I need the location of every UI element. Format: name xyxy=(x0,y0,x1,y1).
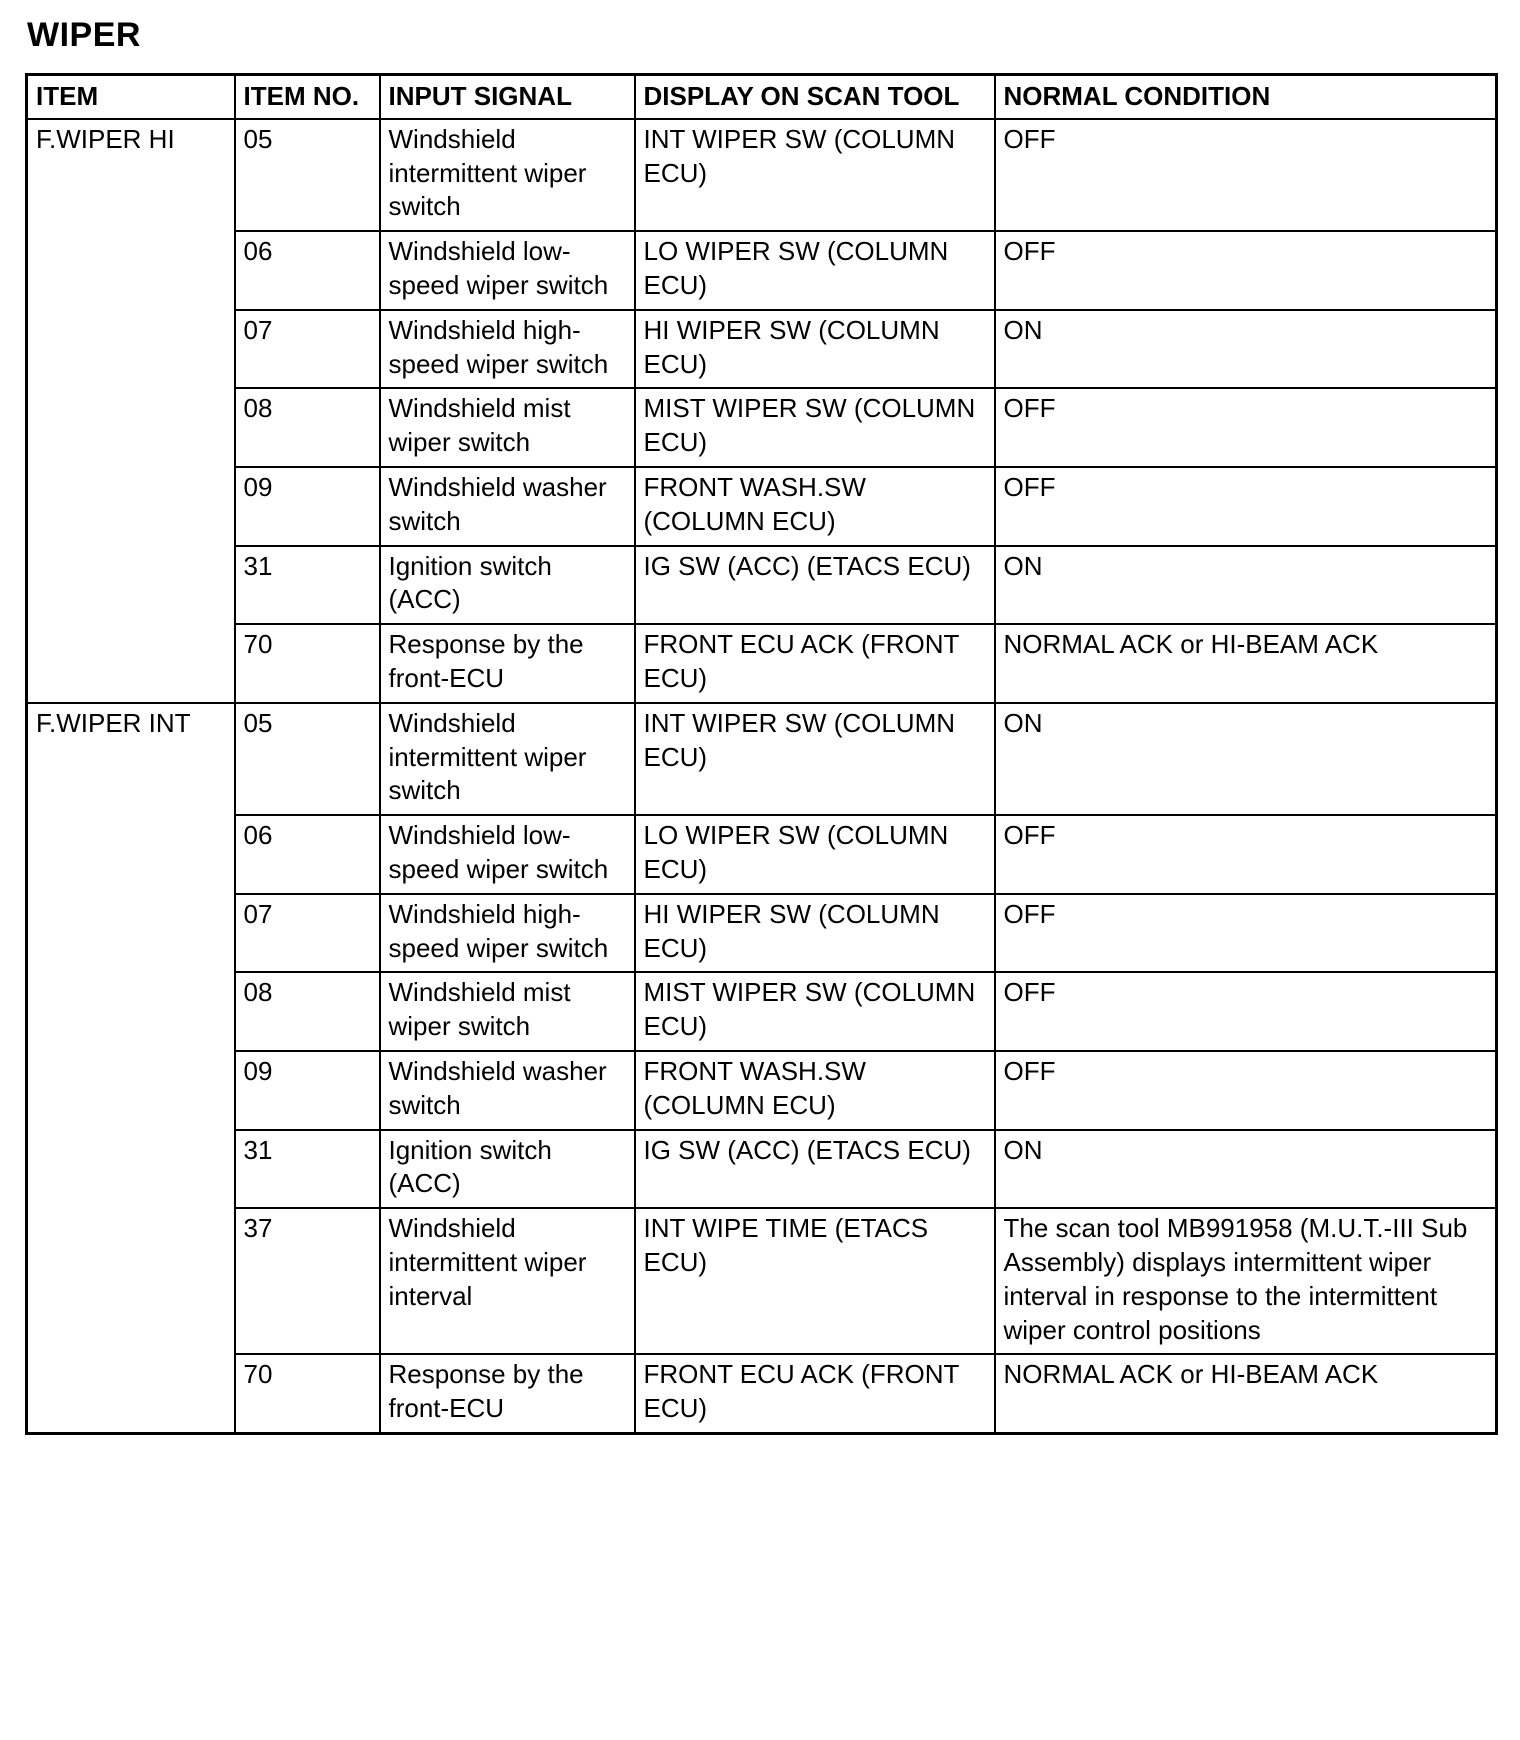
input-signal-cell: Windshield mist wiper switch xyxy=(380,972,635,1051)
input-signal-cell: Windshield high-speed wiper switch xyxy=(380,310,635,389)
table-row xyxy=(27,1354,1497,1433)
input-signal-cell: Windshield intermittent wiper switch xyxy=(380,119,635,231)
column-header-display: DISPLAY ON SCAN TOOL xyxy=(635,75,995,119)
item-no-cell: 06 xyxy=(235,231,380,310)
display-on-scan-tool-cell: INT WIPER SW (COLUMN ECU) xyxy=(635,703,995,815)
table-row xyxy=(27,972,1497,1051)
normal-condition-cell: ON xyxy=(995,546,1497,625)
display-on-scan-tool-cell: MIST WIPER SW (COLUMN ECU) xyxy=(635,972,995,1051)
input-signal-cell: Windshield low-speed wiper switch xyxy=(380,815,635,894)
input-signal-cell: Windshield intermittent wiper switch xyxy=(380,703,635,815)
item-no-cell: 08 xyxy=(235,388,380,467)
normal-condition-cell: NORMAL ACK or HI-BEAM ACK xyxy=(995,1354,1497,1433)
normal-condition-cell: OFF xyxy=(995,894,1497,973)
item-no-cell: 08 xyxy=(235,972,380,1051)
column-header-item-no: ITEM NO. xyxy=(235,75,380,119)
page-title: WIPER xyxy=(27,16,141,54)
table-row xyxy=(27,1130,1497,1209)
table-row xyxy=(27,894,1497,973)
normal-condition-cell: OFF xyxy=(995,972,1497,1051)
item-group-cell: F.WIPER HI xyxy=(27,119,235,703)
table-row xyxy=(27,310,1497,389)
item-no-cell: 09 xyxy=(235,467,380,546)
table-row xyxy=(27,815,1497,894)
input-signal-cell: Ignition switch (ACC) xyxy=(380,546,635,625)
wiper-signal-table xyxy=(25,73,1498,1435)
table-row xyxy=(27,388,1497,467)
display-on-scan-tool-cell: FRONT ECU ACK (FRONT ECU) xyxy=(635,1354,995,1433)
table-row xyxy=(27,231,1497,310)
display-on-scan-tool-cell: FRONT WASH.SW (COLUMN ECU) xyxy=(635,1051,995,1130)
normal-condition-cell: ON xyxy=(995,1130,1497,1209)
column-header-item: ITEM xyxy=(27,75,235,119)
display-on-scan-tool-cell: INT WIPE TIME (ETACS ECU) xyxy=(635,1208,995,1354)
item-no-cell: 70 xyxy=(235,624,380,703)
input-signal-cell: Windshield high-speed wiper switch xyxy=(380,894,635,973)
table-row xyxy=(27,119,1497,231)
display-on-scan-tool-cell: LO WIPER SW (COLUMN ECU) xyxy=(635,815,995,894)
normal-condition-cell: OFF xyxy=(995,231,1497,310)
display-on-scan-tool-cell: IG SW (ACC) (ETACS ECU) xyxy=(635,1130,995,1209)
normal-condition-cell: The scan tool MB991958 (M.U.T.-III Sub Assembly) displays intermittent wiper interval in response to the intermittent wiper control positions xyxy=(995,1208,1497,1354)
table-row xyxy=(27,624,1497,703)
normal-condition-cell: NORMAL ACK or HI-BEAM ACK xyxy=(995,624,1497,703)
input-signal-cell: Response by the front-ECU xyxy=(380,624,635,703)
item-no-cell: 37 xyxy=(235,1208,380,1354)
item-no-cell: 06 xyxy=(235,815,380,894)
display-on-scan-tool-cell: FRONT WASH.SW (COLUMN ECU) xyxy=(635,467,995,546)
input-signal-cell: Response by the front-ECU xyxy=(380,1354,635,1433)
input-signal-cell: Ignition switch (ACC) xyxy=(380,1130,635,1209)
normal-condition-cell: OFF xyxy=(995,388,1497,467)
table-row xyxy=(27,546,1497,625)
item-no-cell: 05 xyxy=(235,119,380,231)
table-row xyxy=(27,1208,1497,1354)
column-header-input-signal: INPUT SIGNAL xyxy=(380,75,635,119)
input-signal-cell: Windshield mist wiper switch xyxy=(380,388,635,467)
table-row xyxy=(27,467,1497,546)
display-on-scan-tool-cell: INT WIPER SW (COLUMN ECU) xyxy=(635,119,995,231)
input-signal-cell: Windshield washer switch xyxy=(380,467,635,546)
item-no-cell: 31 xyxy=(235,1130,380,1209)
item-no-cell: 09 xyxy=(235,1051,380,1130)
normal-condition-cell: ON xyxy=(995,703,1497,815)
input-signal-cell: Windshield washer switch xyxy=(380,1051,635,1130)
item-no-cell: 05 xyxy=(235,703,380,815)
item-no-cell: 70 xyxy=(235,1354,380,1433)
normal-condition-cell: OFF xyxy=(995,815,1497,894)
normal-condition-cell: OFF xyxy=(995,1051,1497,1130)
display-on-scan-tool-cell: IG SW (ACC) (ETACS ECU) xyxy=(635,546,995,625)
display-on-scan-tool-cell: HI WIPER SW (COLUMN ECU) xyxy=(635,310,995,389)
item-no-cell: 31 xyxy=(235,546,380,625)
table-row xyxy=(27,703,1497,815)
display-on-scan-tool-cell: HI WIPER SW (COLUMN ECU) xyxy=(635,894,995,973)
normal-condition-cell: OFF xyxy=(995,467,1497,546)
item-no-cell: 07 xyxy=(235,310,380,389)
header-row xyxy=(27,75,1497,119)
normal-condition-cell: OFF xyxy=(995,119,1497,231)
display-on-scan-tool-cell: LO WIPER SW (COLUMN ECU) xyxy=(635,231,995,310)
input-signal-cell: Windshield intermittent wiper interval xyxy=(380,1208,635,1354)
table-body xyxy=(27,119,1497,1434)
input-signal-cell: Windshield low-speed wiper switch xyxy=(380,231,635,310)
item-no-cell: 07 xyxy=(235,894,380,973)
display-on-scan-tool-cell: MIST WIPER SW (COLUMN ECU) xyxy=(635,388,995,467)
column-header-normal-condition: NORMAL CONDITION xyxy=(995,75,1497,119)
display-on-scan-tool-cell: FRONT ECU ACK (FRONT ECU) xyxy=(635,624,995,703)
item-group-cell: F.WIPER INT xyxy=(27,703,235,1434)
table-row xyxy=(27,1051,1497,1130)
normal-condition-cell: ON xyxy=(995,310,1497,389)
